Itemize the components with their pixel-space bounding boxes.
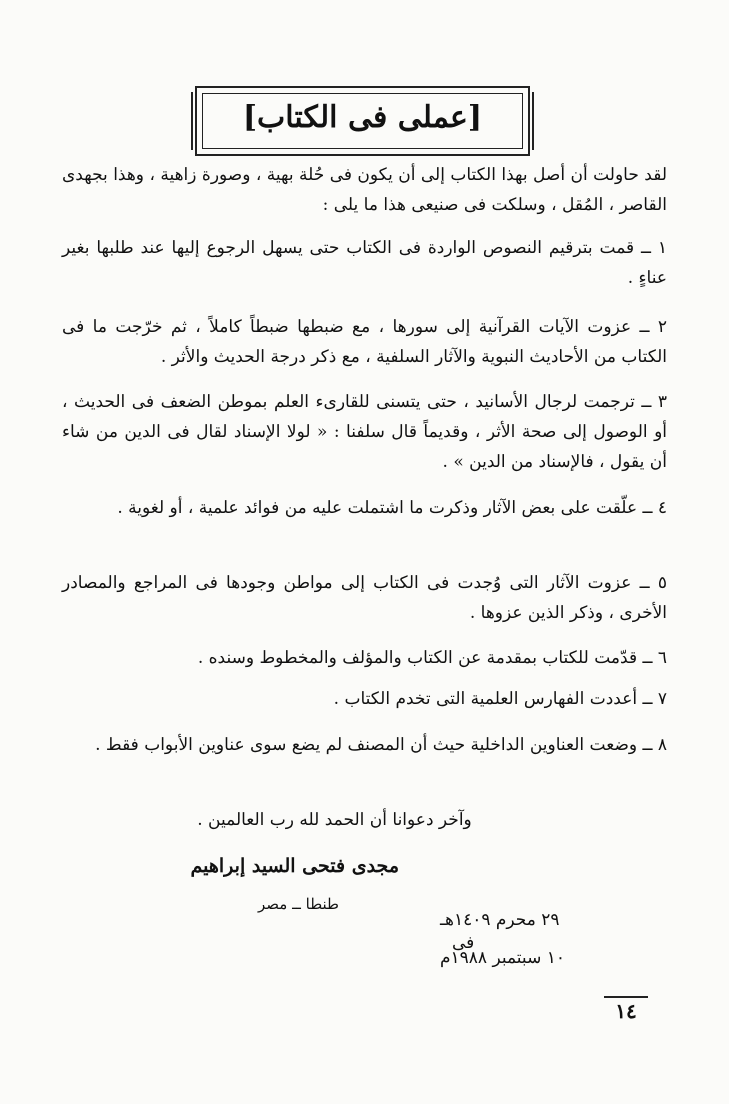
page-number-rule [604,996,648,998]
list-item: ٢ ــ عزوت الآيات القرآنية إلى سورها ، مع ضبطها ضبطاً كاملاً ، ثم خرّجت ما فى الكتاب من الأحاديث النبوية والآثار السلفية ، مع ذكر درجة الحديث والأثر . [62,317,667,367]
page-title: [عملى فى الكتاب] [242,100,483,135]
list-item: ٤ ــ علّقت على بعض الآثار وذكرت ما اشتملت عليه من فوائد علمية ، أو لغوية . [117,498,667,518]
list-item: ٨ ــ وضعت العناوين الداخلية حيث أن المصنف لم يضع سوى عناوين الأبواب فقط . [95,735,667,755]
list-item: ١ ــ قمت بترقيم النصوص الواردة فى الكتاب حتى يسهل الرجوع إليها عند طلبها بغير عناءٍ . [62,238,667,288]
author-name: مجدى فتحى السيد إبراهيم [190,855,399,877]
author-place: طنطا ــ مصر [258,895,339,913]
title-frame [195,86,530,156]
date-prefix: فى [452,933,475,953]
list-item: ٥ ــ عزوت الآثار التى وُجدت فى الكتاب إلى مواطن وجودها فى المراجع والمصادر الأخرى ، وذكر الذين عزوها . [62,573,667,623]
intro-paragraph: لقد حاولت أن أصل بهذا الكتاب إلى أن يكون فى حُلة بهية ، وصورة زاهية ، وهذا بجهدى القاصر ، المُقل ، وسلكت فى صنيعى هذا ما يلى : [62,165,667,215]
page-number: ١٤ [615,999,637,1023]
date-gregorian: ١٠ سبتمبر ١٩٨٨م [440,948,565,968]
closing-line [0,810,729,830]
list-item: ٧ ــ أعددت الفهارس العلمية التى تخدم الكتاب . [333,689,667,709]
closing-text: وآخر دعوانا أن الحمد لله رب العالمين . [197,810,472,830]
list-item: ٣ ــ ترجمت لرجال الأسانيد ، حتى يتسنى للقارىء العلم بموطن الضعف فى الحديث ، أو الوصول إلى صحة الأثر ، وقديماً قال سلفنا : « لولا الإسناد لقال فى الدين من شاء أن يقول ، فالإسناد من الدين » . [62,392,667,472]
date-hijri: ٢٩ محرم ١٤٠٩هـ [440,910,560,930]
list-item: ٦ ــ قدّمت للكتاب بمقدمة عن الكتاب والمؤلف والمخطوط وسنده . [197,648,667,668]
